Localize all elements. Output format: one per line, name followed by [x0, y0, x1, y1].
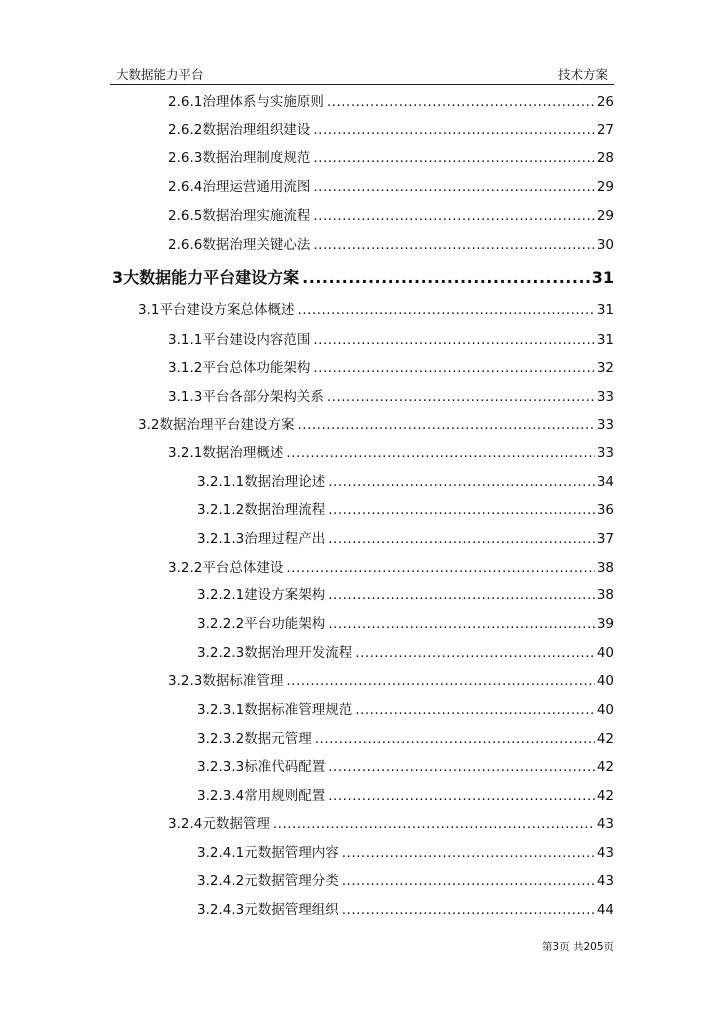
toc-entry[interactable] — [197, 729, 614, 749]
toc-entry-page: 31 — [596, 332, 614, 348]
toc-entry-title: 建设方案架构 — [244, 587, 326, 603]
toc-entry-page: 28 — [596, 150, 614, 166]
toc-leader-dots — [286, 443, 594, 463]
toc-leader-dots — [302, 266, 590, 290]
toc-leader-dots — [328, 500, 595, 520]
toc-entry-number: 3.2.1.1 — [197, 474, 245, 490]
toc-entry[interactable] — [168, 443, 614, 463]
toc-entry-page: 40 — [596, 673, 614, 689]
toc-entry-title: 标准代码配置 — [244, 759, 326, 775]
toc-entry-number: 3.1 — [138, 302, 160, 318]
toc-leader-dots — [342, 900, 595, 920]
toc-entry-title: 平台建设方案总体概述 — [159, 302, 295, 318]
toc-entry-page: 26 — [596, 94, 614, 110]
toc-entry-page: 29 — [596, 208, 614, 224]
toc-entry[interactable] — [197, 900, 614, 920]
toc-leader-dots — [328, 614, 595, 634]
toc-leader-dots — [328, 472, 595, 492]
toc-entry-page: 38 — [596, 587, 614, 603]
toc-entry-page: 36 — [596, 502, 614, 518]
toc-entry-title: 平台总体建设 — [202, 560, 284, 576]
toc-entry-page: 33 — [596, 417, 614, 433]
toc-entry-title: 元数据管理组织 — [244, 902, 339, 918]
toc-entry-number: 3.1.2 — [168, 360, 203, 376]
toc-leader-dots — [342, 871, 595, 891]
toc-entry-page: 44 — [596, 902, 614, 918]
toc-leader-dots — [313, 177, 594, 197]
toc-entry[interactable] — [197, 643, 614, 663]
toc-leader-dots — [355, 700, 595, 720]
toc-entry-number: 3.2.2.2 — [197, 616, 245, 632]
toc-leader-dots — [297, 415, 594, 435]
toc-entry-title: 数据治理实施流程 — [202, 208, 311, 224]
toc-leader-dots — [313, 148, 594, 168]
toc-entry-number: 3.2.4.2 — [197, 873, 245, 889]
toc-entry-number: 2.6.3 — [168, 150, 203, 166]
toc-entry-title: 治理过程产出 — [244, 531, 326, 547]
toc-leader-dots — [328, 786, 595, 806]
toc-entry[interactable] — [197, 871, 614, 891]
toc-entry-page: 42 — [596, 759, 614, 775]
toc-leader-dots — [315, 729, 595, 749]
toc-leader-dots — [355, 643, 595, 663]
toc-leader-dots — [327, 387, 595, 407]
toc-entry-page: 31 — [596, 302, 614, 318]
toc-entry-title: 常用规则配置 — [244, 788, 326, 804]
toc-leader-dots — [313, 235, 594, 255]
toc-entry-number: 2.6.1 — [168, 94, 203, 110]
toc-leader-dots — [273, 814, 595, 834]
toc-entry-number: 3.2.1.2 — [197, 502, 245, 518]
toc-entry-title: 数据治理关键心法 — [202, 237, 311, 253]
toc-entry[interactable] — [197, 472, 614, 492]
toc-entry-title: 大数据能力平台建设方案 — [123, 268, 300, 287]
toc-entry-page: 40 — [596, 645, 614, 661]
toc-entry[interactable] — [168, 148, 614, 168]
toc-leader-dots — [328, 529, 595, 549]
toc-entry[interactable] — [168, 558, 614, 578]
toc-entry-page: 42 — [596, 788, 614, 804]
toc-entry[interactable] — [112, 266, 614, 290]
toc-entry-number: 3.2.2.1 — [197, 587, 245, 603]
toc-entry-title: 元数据管理分类 — [244, 873, 339, 889]
toc-entry-number: 3.2.4.3 — [197, 902, 245, 918]
toc-entry-title: 元数据管理内容 — [244, 845, 339, 861]
toc-leader-dots — [286, 671, 594, 691]
toc-entry[interactable] — [197, 700, 614, 720]
page-footer: 第3页 共205页 — [541, 941, 614, 953]
toc-entry-number: 3.2.2 — [168, 560, 203, 576]
toc-leader-dots — [313, 120, 594, 140]
toc-entry-page: 33 — [596, 445, 614, 461]
toc-entry[interactable] — [197, 529, 614, 549]
toc-entry[interactable] — [138, 415, 614, 435]
toc-entry-page: 29 — [596, 179, 614, 195]
toc-entry-title: 数据标准管理规范 — [244, 702, 353, 718]
toc-entry-page: 34 — [596, 474, 614, 490]
toc-leader-dots — [328, 585, 595, 605]
toc-entry-title: 平台各部分架构关系 — [202, 389, 324, 405]
toc-entry-title: 数据治理组织建设 — [202, 122, 311, 138]
header-document-title: 大数据能力平台 — [116, 67, 204, 82]
toc-entry-page: 43 — [596, 873, 614, 889]
toc-entry-number: 3.2.1 — [168, 445, 203, 461]
toc-entry[interactable] — [168, 358, 614, 378]
toc-entry-number: 3.1.3 — [168, 389, 203, 405]
toc-entry-title: 数据元管理 — [244, 731, 312, 747]
toc-entry-page: 40 — [596, 702, 614, 718]
toc-entry-title: 数据治理平台建设方案 — [159, 417, 295, 433]
header-section-title: 技术方案 — [557, 67, 608, 82]
toc-entry-number: 2.6.2 — [168, 122, 203, 138]
toc-entry-page: 33 — [596, 389, 614, 405]
toc-entry[interactable] — [197, 500, 614, 520]
toc-entry[interactable] — [197, 843, 614, 863]
toc-entry-page: 43 — [596, 845, 614, 861]
toc-entry[interactable] — [168, 120, 614, 140]
toc-entry[interactable] — [168, 387, 614, 407]
toc-entry-number: 3.2.4.1 — [197, 845, 245, 861]
toc-entry-page: 42 — [596, 731, 614, 747]
toc-entry-title: 数据治理论述 — [244, 474, 326, 490]
toc-entry-number: 2.6.5 — [168, 208, 203, 224]
toc-entry-page: 38 — [596, 560, 614, 576]
toc-entry-page: 30 — [596, 237, 614, 253]
toc-leader-dots — [342, 843, 595, 863]
toc-entry-number: 3.2.3 — [168, 673, 203, 689]
toc-entry[interactable] — [197, 786, 614, 806]
toc-entry-page: 43 — [596, 816, 614, 832]
toc-entry-page: 32 — [596, 360, 614, 376]
toc-entry-title: 元数据管理 — [202, 816, 270, 832]
toc-entry[interactable] — [168, 92, 614, 112]
toc-entry-title: 治理运营通用流图 — [202, 179, 311, 195]
toc-entry-title: 平台总体功能架构 — [202, 360, 311, 376]
toc-entry-title: 平台建设内容范围 — [202, 332, 311, 348]
toc-leader-dots — [313, 206, 594, 226]
toc-entry-number: 3.2.3.2 — [197, 731, 245, 747]
toc-entry-number: 3.1.1 — [168, 332, 203, 348]
toc-leader-dots — [328, 757, 595, 777]
toc-entry-number: 2.6.6 — [168, 237, 203, 253]
toc-entry[interactable] — [168, 206, 614, 226]
toc-entry[interactable] — [168, 177, 614, 197]
toc-entry[interactable] — [197, 757, 614, 777]
toc-entry[interactable] — [197, 585, 614, 605]
toc-entry-title: 治理体系与实施原则 — [202, 94, 324, 110]
toc-entry-number: 3.2.1.3 — [197, 531, 245, 547]
toc-entry-page: 37 — [596, 531, 614, 547]
toc-entry-number: 3.2.3.3 — [197, 759, 245, 775]
toc-entry-number: 3 — [112, 268, 124, 287]
toc-entry[interactable] — [168, 235, 614, 255]
toc-entry[interactable] — [138, 300, 614, 320]
toc-entry-title: 数据治理流程 — [244, 502, 326, 518]
toc-leader-dots — [327, 92, 595, 112]
toc-entry-title: 平台功能架构 — [244, 616, 326, 632]
toc-entry-title: 数据治理制度规范 — [202, 150, 311, 166]
toc-leader-dots — [313, 358, 594, 378]
toc-entry[interactable] — [197, 614, 614, 634]
toc-entry-number: 3.2.3.4 — [197, 788, 245, 804]
toc-entry-page: 31 — [591, 268, 614, 287]
toc-entry-title: 数据治理概述 — [202, 445, 284, 461]
page-header — [110, 62, 614, 85]
toc-entry-page: 27 — [596, 122, 614, 138]
toc-entry-title: 数据标准管理 — [202, 673, 284, 689]
toc-entry-number: 3.2.4 — [168, 816, 203, 832]
toc-entry[interactable] — [168, 671, 614, 691]
toc-entry-number: 3.2 — [138, 417, 160, 433]
toc-entry-number: 3.2.2.3 — [197, 645, 245, 661]
toc-entry-number: 2.6.4 — [168, 179, 203, 195]
toc-leader-dots — [313, 330, 594, 350]
toc-entry[interactable] — [168, 330, 614, 350]
toc-leader-dots — [297, 300, 594, 320]
toc-entry[interactable] — [168, 814, 614, 834]
toc-entry-number: 3.2.3.1 — [197, 702, 245, 718]
toc-entry-page: 39 — [596, 616, 614, 632]
toc-entry-title: 数据治理开发流程 — [244, 645, 353, 661]
toc-leader-dots — [286, 558, 594, 578]
